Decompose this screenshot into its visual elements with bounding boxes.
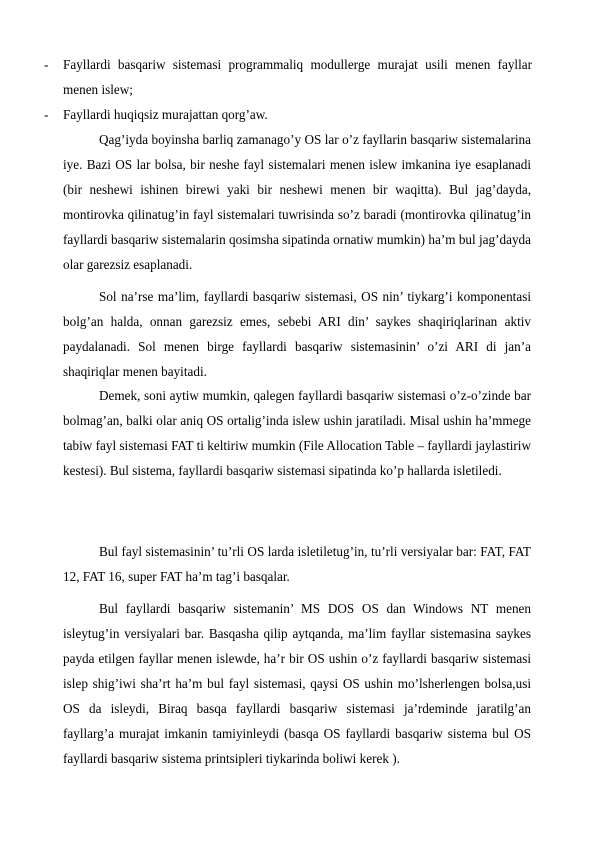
paragraph: Bul fayl sistemasinin’ tu’rli OS larda isletiletug’in, tu’rli versiyalar bar: FAT, FAT 12, FAT 16, super FAT ha’m tag’i basqalar. xyxy=(63,544,531,584)
bullet-text: Fayllardi basqariw sistemasi programmaliq modullerge murajat usili menen fayllar menen islew; xyxy=(63,57,532,97)
bullet-dash: - xyxy=(44,57,49,72)
paragraph: Demek, soni aytiw mumkin, qalegen fayllardi basqariw sistemasi o’z-o’zinde bar bolmag’an, balki olar aniq OS ortalig’inda islew ushin jaratiladi. Misal ushin ha’mmege tabiw fayl sistemasi FAT ti keltiriw mumkin (File Allocation Table – fayllardi jaylastiriw kestesi). Bul sistema, fayllardi basqariw sistemasi sipatinda ko’p hallarda isletiledi. xyxy=(63,388,531,478)
bullet-item xyxy=(44,102,532,127)
bullet-dash: - xyxy=(44,107,49,122)
paragraph: Bul fayllardi basqariw sistemanin’ MS DOS OS dan Windows NT menen isleytug’in versiyalari bar. Basqasha qilip aytqanda, ma’lim fayllar sistemasina saykes payda etilgen fayllar menen islewde, ha’r bir OS ushin o’z fayllardi basqariw sistemasi islep shig’iwi sha’rt ha’m bul fayl sistemasi, qaysi OS ushin mo’lsherlengen bolsa,usi OS da isleydi, Biraq basqa fayllardi basqariw sistemasi ja’rdeminde jaratilg’an fayllarg’a murajat imkanin tamiyinleydi (basqa OS fayllardi basqariw sistema bul OS fayllardi basqariw sistema printsipleri tiykarinda boliwi kerek ). xyxy=(63,601,531,766)
bullet-item xyxy=(44,52,532,102)
paragraph: Qag’iyda boyinsha barliq zamanago’y OS lar o’z fayllarin basqariw sistemalarina iye. Bazi OS lar bolsa, bir neshe fayl sistemalari menen islew imkanina iye esaplanadi (bir neshewi ishinen birewi yaki bir neshewi menen bir waqitta). Bul jag’dayda, montirovka qilinatug’in fayl sistemalari tuwrisinda so’z baradi (montirovka qilinatug’in fayllardi basqariw sistemalarin qosimsha sipatinda ornatiw mumkin) ha’m bul jag’dayda olar garezsiz esaplanadi. xyxy=(63,132,531,272)
bullet-text: Fayllardi huqiqsiz murajattan qorg’aw. xyxy=(63,107,268,122)
paragraph: Sol na’rse ma’lim, fayllardi basqariw sistemasi, OS nin’ tiykarg’i komponentasi bolg’an halda, onnan garezsiz emes, sebebi ARI din’ saykes shaqiriqlarinan aktiv paydalanadi. Sol menen birge fayllardi basqariw sistemasinin’ o’zi ARI di jan’a shaqiriqlar menen bayitadi. xyxy=(63,289,531,379)
